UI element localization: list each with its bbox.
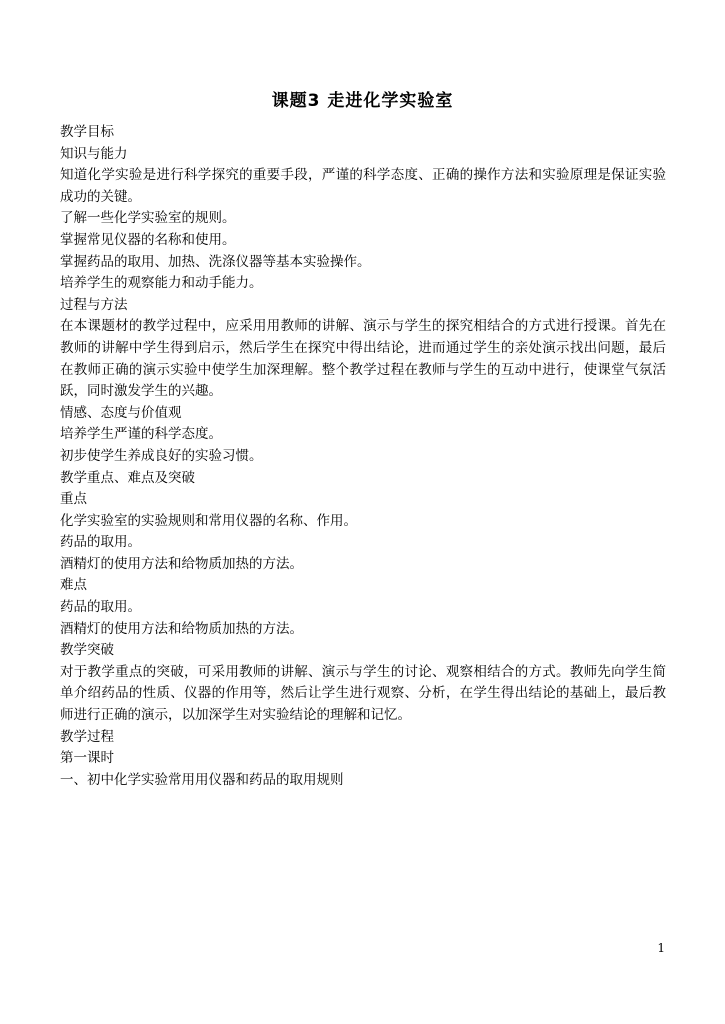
- heading-teaching-breakthrough: 教学突破: [60, 642, 114, 659]
- text-line: 掌握常见仪器的名称和使用。: [60, 231, 236, 248]
- heading-key-points: 重点: [60, 491, 87, 508]
- text-line: 培养学生的观察能力和动手能力。: [60, 275, 263, 292]
- heading-first-lesson: 第一课时: [60, 750, 114, 767]
- heading-difficult-points: 难点: [60, 577, 87, 594]
- document-body: [60, 122, 666, 791]
- heading-knowledge-ability: 知识与能力: [60, 145, 128, 162]
- heading-process-method: 过程与方法: [60, 296, 128, 313]
- text-line: 培养学生严谨的科学态度。: [60, 426, 222, 443]
- heading-key-difficult-points: 教学重点、难点及突破: [60, 469, 195, 486]
- text-line: 酒精灯的使用方法和给物质加热的方法。: [60, 620, 303, 637]
- document-title: 课题3 走进化学实验室: [271, 91, 454, 111]
- text-line: 初步使学生养成良好的实验习惯。: [60, 447, 263, 464]
- paragraph-process: 在本课题材的教学过程中，应采用用教师的讲解、演示与学生的探究相结合的方式进行授课。首先在教师的讲解中学生得到启示，然后学生在探究中得出结论，进而通过学生的亲处演示找出问题，最后在教师正确的演示实验中使学生加深理解。整个教学过程在教师与学生的互动中进行，使课堂气氛活跃，同时激发学生的兴趣。: [60, 318, 666, 400]
- text-line: 化学实验室的实验规则和常用仪器的名称、作用。: [60, 512, 357, 529]
- heading-section-one: 一、初中化学实验常用用仪器和药品的取用规则: [60, 771, 344, 788]
- text-line: 掌握药品的取用、加热、洗涤仪器等基本实验操作。: [60, 253, 371, 270]
- heading-teaching-goals: 教学目标: [60, 124, 114, 140]
- text-line: 了解一些化学实验室的规则。: [60, 210, 236, 227]
- page-number: 1: [657, 941, 665, 955]
- heading-emotion-attitude: 情感、态度与价值观: [60, 404, 182, 421]
- text-line: 酒精灯的使用方法和给物质加热的方法。: [60, 555, 303, 572]
- paragraph-knowledge: 知道化学实验是进行科学探究的重要手段，严谨的科学态度、正确的操作方法和实验原理是保证实验成功的关键。: [60, 167, 666, 205]
- text-line: 药品的取用。: [60, 599, 141, 616]
- heading-teaching-procedure: 教学过程: [60, 728, 114, 745]
- text-line: 药品的取用。: [60, 534, 141, 551]
- paragraph-breakthrough: 对于教学重点的突破，可采用教师的讲解、演示与学生的讨论、观察相结合的方式。教师先向学生简单介绍药品的性质、仪器的作用等，然后让学生进行观察、分析，在学生得出结论的基础上，最后教师进行正确的演示，以加深学生对实验结论的理解和记忆。: [60, 663, 666, 724]
